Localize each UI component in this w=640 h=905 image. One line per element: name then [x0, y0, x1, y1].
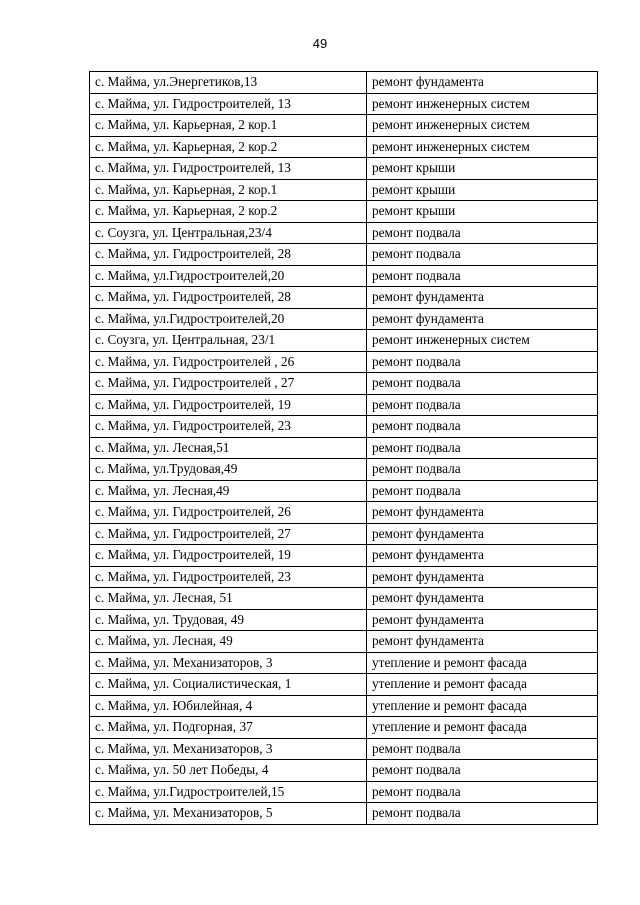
table-row [90, 523, 598, 545]
address-cell: с. Майма, ул. Гидростроителей, 28 [90, 287, 367, 309]
work-type-cell: ремонт фундамента [367, 523, 598, 545]
work-type-cell: утепление и ремонт фасада [367, 674, 598, 696]
address-cell: с. Майма, ул. Гидростроителей, 19 [90, 545, 367, 567]
table-row [90, 308, 598, 330]
work-type-cell: ремонт инженерных систем [367, 136, 598, 158]
address-cell: с. Майма, ул. Гидростроителей, 27 [90, 523, 367, 545]
page-number: 49 [312, 36, 328, 51]
table-row [90, 72, 598, 94]
work-type-cell: ремонт инженерных систем [367, 330, 598, 352]
address-cell: с. Майма, ул.Энергетиков,13 [90, 72, 367, 94]
address-cell: с. Майма, ул. Гидростроителей, 19 [90, 394, 367, 416]
work-type-cell: утепление и ремонт фасада [367, 717, 598, 739]
address-cell: с. Майма, ул. Гидростроителей, 23 [90, 566, 367, 588]
table-row [90, 136, 598, 158]
work-type-cell: ремонт подвала [367, 480, 598, 502]
address-cell: с. Майма, ул. Гидростроителей , 26 [90, 351, 367, 373]
address-cell: с. Майма, ул. Карьерная, 2 кор.1 [90, 115, 367, 137]
address-cell: с. Соузга, ул. Центральная, 23/1 [90, 330, 367, 352]
work-type-cell: ремонт крыши [367, 179, 598, 201]
address-cell: с. Майма, ул. Юбилейная, 4 [90, 695, 367, 717]
table-row [90, 287, 598, 309]
work-type-cell: ремонт подвала [367, 738, 598, 760]
address-cell: с. Майма, ул. Подгорная, 37 [90, 717, 367, 739]
work-type-cell: ремонт фундамента [367, 566, 598, 588]
work-type-cell: ремонт подвала [367, 760, 598, 782]
address-cell: с. Майма, ул. Гидростроителей, 23 [90, 416, 367, 438]
table-row [90, 545, 598, 567]
address-cell: с. Майма, ул. 50 лет Победы, 4 [90, 760, 367, 782]
address-cell: с. Майма, ул. Гидростроителей, 13 [90, 158, 367, 180]
table-row [90, 244, 598, 266]
work-type-cell: ремонт подвала [367, 416, 598, 438]
address-work-table [89, 71, 598, 825]
address-cell: с. Майма, ул. Карьерная, 2 кор.2 [90, 201, 367, 223]
address-cell: с. Майма, ул. Лесная,49 [90, 480, 367, 502]
table-row [90, 674, 598, 696]
address-cell: с. Майма, ул. Механизаторов, 3 [90, 738, 367, 760]
address-cell: с. Майма, ул. Карьерная, 2 кор.1 [90, 179, 367, 201]
work-type-cell: ремонт подвала [367, 265, 598, 287]
work-type-cell: ремонт фундамента [367, 609, 598, 631]
address-cell: с. Майма, ул.Гидростроителей,15 [90, 781, 367, 803]
table-row [90, 566, 598, 588]
address-cell: с. Соузга, ул. Центральная,23/4 [90, 222, 367, 244]
work-type-cell: ремонт подвала [367, 222, 598, 244]
work-type-cell: ремонт подвала [367, 351, 598, 373]
table-row [90, 717, 598, 739]
table-row [90, 222, 598, 244]
address-cell: с. Майма, ул. Механизаторов, 3 [90, 652, 367, 674]
address-cell: с. Майма, ул. Гидростроителей , 27 [90, 373, 367, 395]
table-body [90, 72, 598, 825]
address-cell: с. Майма, ул.Трудовая,49 [90, 459, 367, 481]
table-row [90, 609, 598, 631]
table-row [90, 695, 598, 717]
table-row [90, 502, 598, 524]
address-cell: с. Майма, ул. Механизаторов, 5 [90, 803, 367, 825]
table-row [90, 480, 598, 502]
work-type-cell: ремонт подвала [367, 459, 598, 481]
table-row [90, 738, 598, 760]
table-row [90, 588, 598, 610]
table-row [90, 201, 598, 223]
address-cell: с. Майма, ул. Гидростроителей, 26 [90, 502, 367, 524]
work-type-cell: ремонт фундамента [367, 502, 598, 524]
work-type-cell: ремонт подвала [367, 373, 598, 395]
work-type-cell: ремонт крыши [367, 158, 598, 180]
address-cell: с. Майма, ул. Трудовая, 49 [90, 609, 367, 631]
work-type-cell: ремонт фундамента [367, 308, 598, 330]
table-row [90, 631, 598, 653]
work-type-cell: ремонт подвала [367, 803, 598, 825]
address-cell: с. Майма, ул.Гидростроителей,20 [90, 308, 367, 330]
address-cell: с. Майма, ул. Карьерная, 2 кор.2 [90, 136, 367, 158]
work-type-cell: ремонт инженерных систем [367, 115, 598, 137]
table-row [90, 158, 598, 180]
work-type-cell: ремонт подвала [367, 781, 598, 803]
address-cell: с. Майма, ул.Гидростроителей,20 [90, 265, 367, 287]
work-type-cell: ремонт подвала [367, 394, 598, 416]
address-cell: с. Майма, ул. Гидростроителей, 13 [90, 93, 367, 115]
work-type-cell: ремонт инженерных систем [367, 93, 598, 115]
table-row [90, 437, 598, 459]
table-row [90, 760, 598, 782]
address-cell: с. Майма, ул. Социалистическая, 1 [90, 674, 367, 696]
address-cell: с. Майма, ул. Лесная, 49 [90, 631, 367, 653]
address-cell: с. Майма, ул. Лесная,51 [90, 437, 367, 459]
work-type-cell: ремонт подвала [367, 244, 598, 266]
work-type-cell: утепление и ремонт фасада [367, 695, 598, 717]
table-row [90, 179, 598, 201]
address-cell: с. Майма, ул. Гидростроителей, 28 [90, 244, 367, 266]
table-row [90, 351, 598, 373]
table-row [90, 803, 598, 825]
table-row [90, 330, 598, 352]
table-row [90, 652, 598, 674]
work-type-cell: ремонт фундамента [367, 72, 598, 94]
table-row [90, 416, 598, 438]
work-type-cell: ремонт фундамента [367, 545, 598, 567]
table-row [90, 265, 598, 287]
work-type-cell: ремонт фундамента [367, 588, 598, 610]
table-row [90, 394, 598, 416]
work-type-cell: ремонт крыши [367, 201, 598, 223]
work-type-cell: ремонт фундамента [367, 287, 598, 309]
table-row [90, 93, 598, 115]
table-row [90, 781, 598, 803]
table-row [90, 459, 598, 481]
work-type-cell: ремонт фундамента [367, 631, 598, 653]
work-type-cell: утепление и ремонт фасада [367, 652, 598, 674]
work-type-cell: ремонт подвала [367, 437, 598, 459]
table-row [90, 373, 598, 395]
table-row [90, 115, 598, 137]
address-cell: с. Майма, ул. Лесная, 51 [90, 588, 367, 610]
